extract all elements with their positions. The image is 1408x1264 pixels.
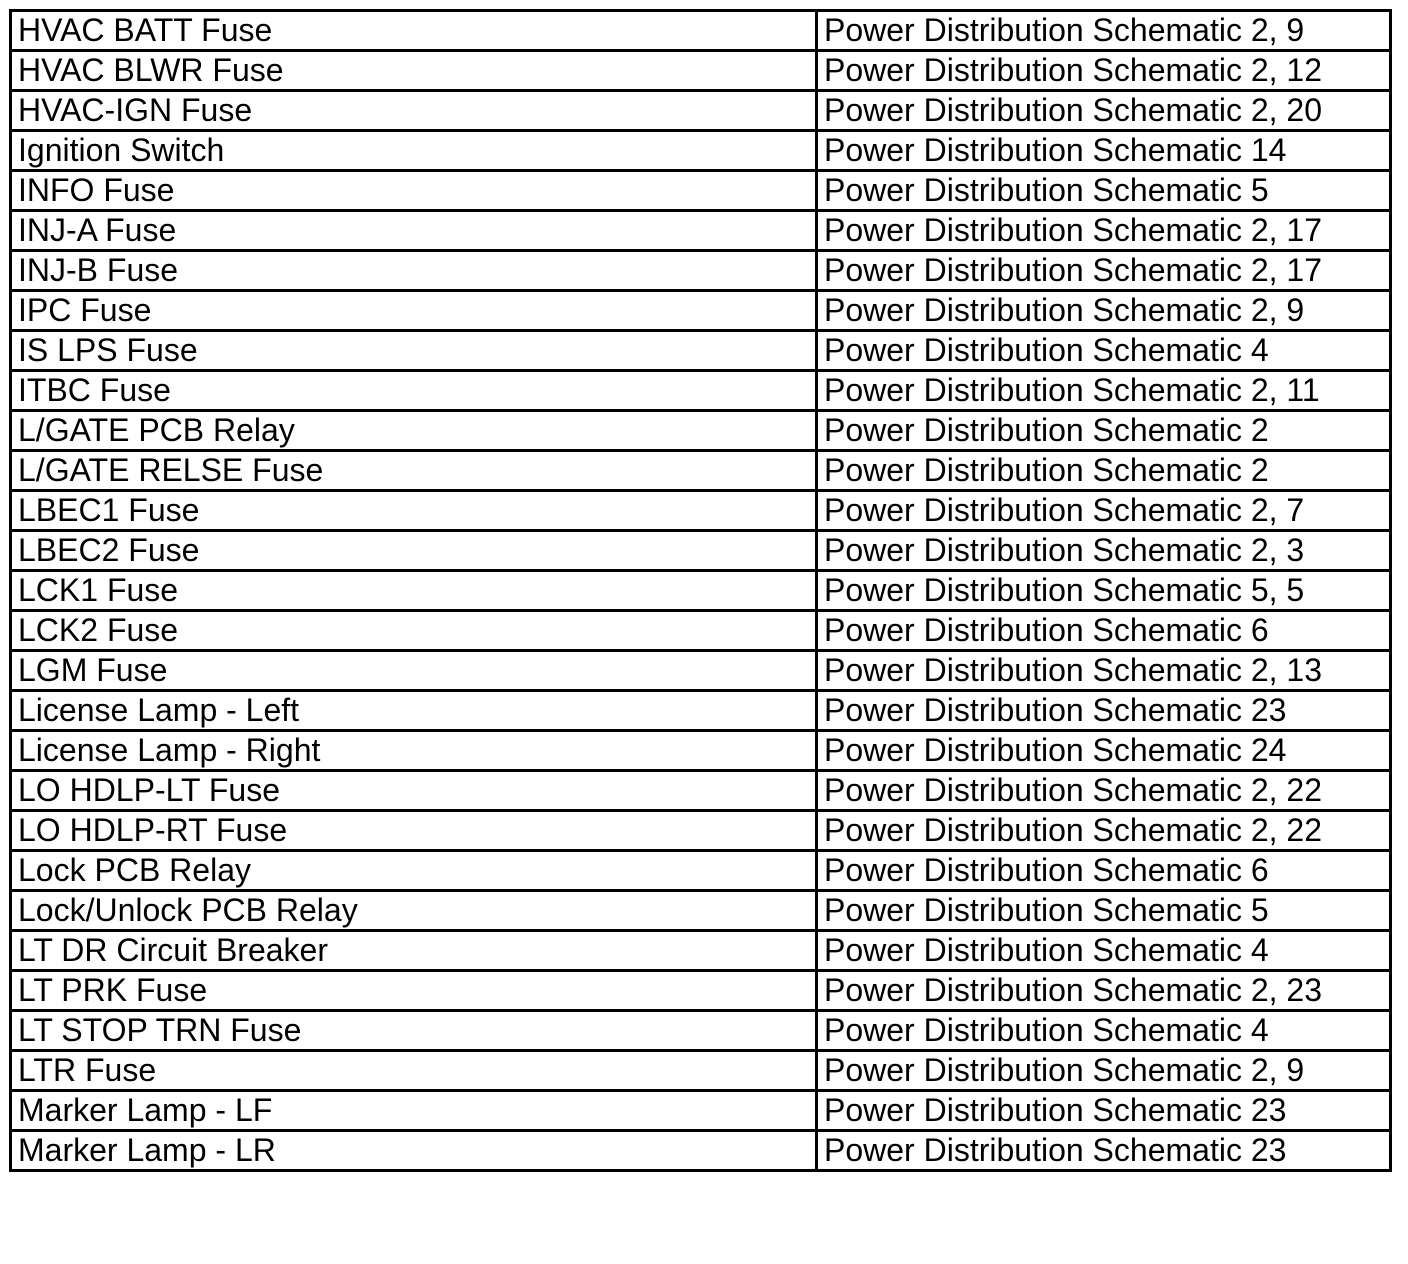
schematic-reference-cell: Power Distribution Schematic 2, 17 xyxy=(817,251,1391,291)
table-row xyxy=(11,371,1391,411)
table-row xyxy=(11,611,1391,651)
schematic-reference-cell: Power Distribution Schematic 23 xyxy=(817,1131,1391,1171)
table-row xyxy=(11,251,1391,291)
component-name-cell: HVAC BLWR Fuse xyxy=(11,51,817,91)
table-row xyxy=(11,851,1391,891)
table-row xyxy=(11,411,1391,451)
schematic-reference-cell: Power Distribution Schematic 2 xyxy=(817,411,1391,451)
schematic-reference-cell: Power Distribution Schematic 5, 5 xyxy=(817,571,1391,611)
component-name-cell: Marker Lamp - LF xyxy=(11,1091,817,1131)
schematic-reference-cell: Power Distribution Schematic 2, 9 xyxy=(817,1051,1391,1091)
component-name-cell: LCK2 Fuse xyxy=(11,611,817,651)
schematic-reference-cell: Power Distribution Schematic 2 xyxy=(817,451,1391,491)
schematic-reference-cell: Power Distribution Schematic 2, 11 xyxy=(817,371,1391,411)
table-row xyxy=(11,691,1391,731)
schematic-reference-cell: Power Distribution Schematic 2, 17 xyxy=(817,211,1391,251)
schematic-reference-cell: Power Distribution Schematic 4 xyxy=(817,931,1391,971)
schematic-reference-cell: Power Distribution Schematic 2, 7 xyxy=(817,491,1391,531)
table-row xyxy=(11,451,1391,491)
component-index-table xyxy=(9,9,1392,1172)
component-name-cell: IS LPS Fuse xyxy=(11,331,817,371)
table-row xyxy=(11,51,1391,91)
schematic-reference-cell: Power Distribution Schematic 24 xyxy=(817,731,1391,771)
schematic-reference-cell: Power Distribution Schematic 6 xyxy=(817,851,1391,891)
table-row xyxy=(11,1051,1391,1091)
schematic-reference-cell: Power Distribution Schematic 4 xyxy=(817,331,1391,371)
component-name-cell: L/GATE PCB Relay xyxy=(11,411,817,451)
table-row xyxy=(11,971,1391,1011)
table-row xyxy=(11,1131,1391,1171)
component-name-cell: LBEC1 Fuse xyxy=(11,491,817,531)
schematic-reference-cell: Power Distribution Schematic 2, 22 xyxy=(817,771,1391,811)
component-name-cell: L/GATE RELSE Fuse xyxy=(11,451,817,491)
table-row xyxy=(11,891,1391,931)
component-name-cell: LT STOP TRN Fuse xyxy=(11,1011,817,1051)
schematic-reference-cell: Power Distribution Schematic 2, 9 xyxy=(817,291,1391,331)
component-name-cell: LBEC2 Fuse xyxy=(11,531,817,571)
schematic-reference-cell: Power Distribution Schematic 23 xyxy=(817,691,1391,731)
table-row xyxy=(11,91,1391,131)
schematic-reference-cell: Power Distribution Schematic 6 xyxy=(817,611,1391,651)
component-name-cell: LTR Fuse xyxy=(11,1051,817,1091)
schematic-reference-cell: Power Distribution Schematic 5 xyxy=(817,891,1391,931)
component-name-cell: INFO Fuse xyxy=(11,171,817,211)
schematic-reference-cell: Power Distribution Schematic 4 xyxy=(817,1011,1391,1051)
component-name-cell: License Lamp - Right xyxy=(11,731,817,771)
schematic-reference-cell: Power Distribution Schematic 2, 9 xyxy=(817,11,1391,51)
component-name-cell: Lock/Unlock PCB Relay xyxy=(11,891,817,931)
table-row xyxy=(11,1091,1391,1131)
component-name-cell: Lock PCB Relay xyxy=(11,851,817,891)
component-name-cell: HVAC-IGN Fuse xyxy=(11,91,817,131)
table-row xyxy=(11,731,1391,771)
table-row xyxy=(11,171,1391,211)
table-row xyxy=(11,11,1391,51)
table-row xyxy=(11,931,1391,971)
component-name-cell: ITBC Fuse xyxy=(11,371,817,411)
component-name-cell: License Lamp - Left xyxy=(11,691,817,731)
component-name-cell: HVAC BATT Fuse xyxy=(11,11,817,51)
schematic-reference-cell: Power Distribution Schematic 2, 12 xyxy=(817,51,1391,91)
component-name-cell: LCK1 Fuse xyxy=(11,571,817,611)
table-row xyxy=(11,211,1391,251)
table-row xyxy=(11,651,1391,691)
component-name-cell: LT DR Circuit Breaker xyxy=(11,931,817,971)
table-row xyxy=(11,1011,1391,1051)
component-name-cell: LT PRK Fuse xyxy=(11,971,817,1011)
component-name-cell: Marker Lamp - LR xyxy=(11,1131,817,1171)
schematic-reference-cell: Power Distribution Schematic 2, 13 xyxy=(817,651,1391,691)
schematic-reference-cell: Power Distribution Schematic 5 xyxy=(817,171,1391,211)
schematic-reference-cell: Power Distribution Schematic 2, 20 xyxy=(817,91,1391,131)
table-row xyxy=(11,571,1391,611)
component-name-cell: INJ-B Fuse xyxy=(11,251,817,291)
table-row xyxy=(11,531,1391,571)
component-name-cell: LO HDLP-LT Fuse xyxy=(11,771,817,811)
component-name-cell: INJ-A Fuse xyxy=(11,211,817,251)
table-row xyxy=(11,491,1391,531)
table-row xyxy=(11,771,1391,811)
table-row xyxy=(11,291,1391,331)
schematic-reference-cell: Power Distribution Schematic 2, 23 xyxy=(817,971,1391,1011)
schematic-reference-cell: Power Distribution Schematic 14 xyxy=(817,131,1391,171)
component-name-cell: IPC Fuse xyxy=(11,291,817,331)
component-name-cell: LGM Fuse xyxy=(11,651,817,691)
table-row xyxy=(11,131,1391,171)
component-name-cell: Ignition Switch xyxy=(11,131,817,171)
schematic-reference-cell: Power Distribution Schematic 23 xyxy=(817,1091,1391,1131)
schematic-reference-cell: Power Distribution Schematic 2, 3 xyxy=(817,531,1391,571)
table-row xyxy=(11,331,1391,371)
table-row xyxy=(11,811,1391,851)
schematic-reference-cell: Power Distribution Schematic 2, 22 xyxy=(817,811,1391,851)
table-body xyxy=(11,11,1391,1171)
component-name-cell: LO HDLP-RT Fuse xyxy=(11,811,817,851)
